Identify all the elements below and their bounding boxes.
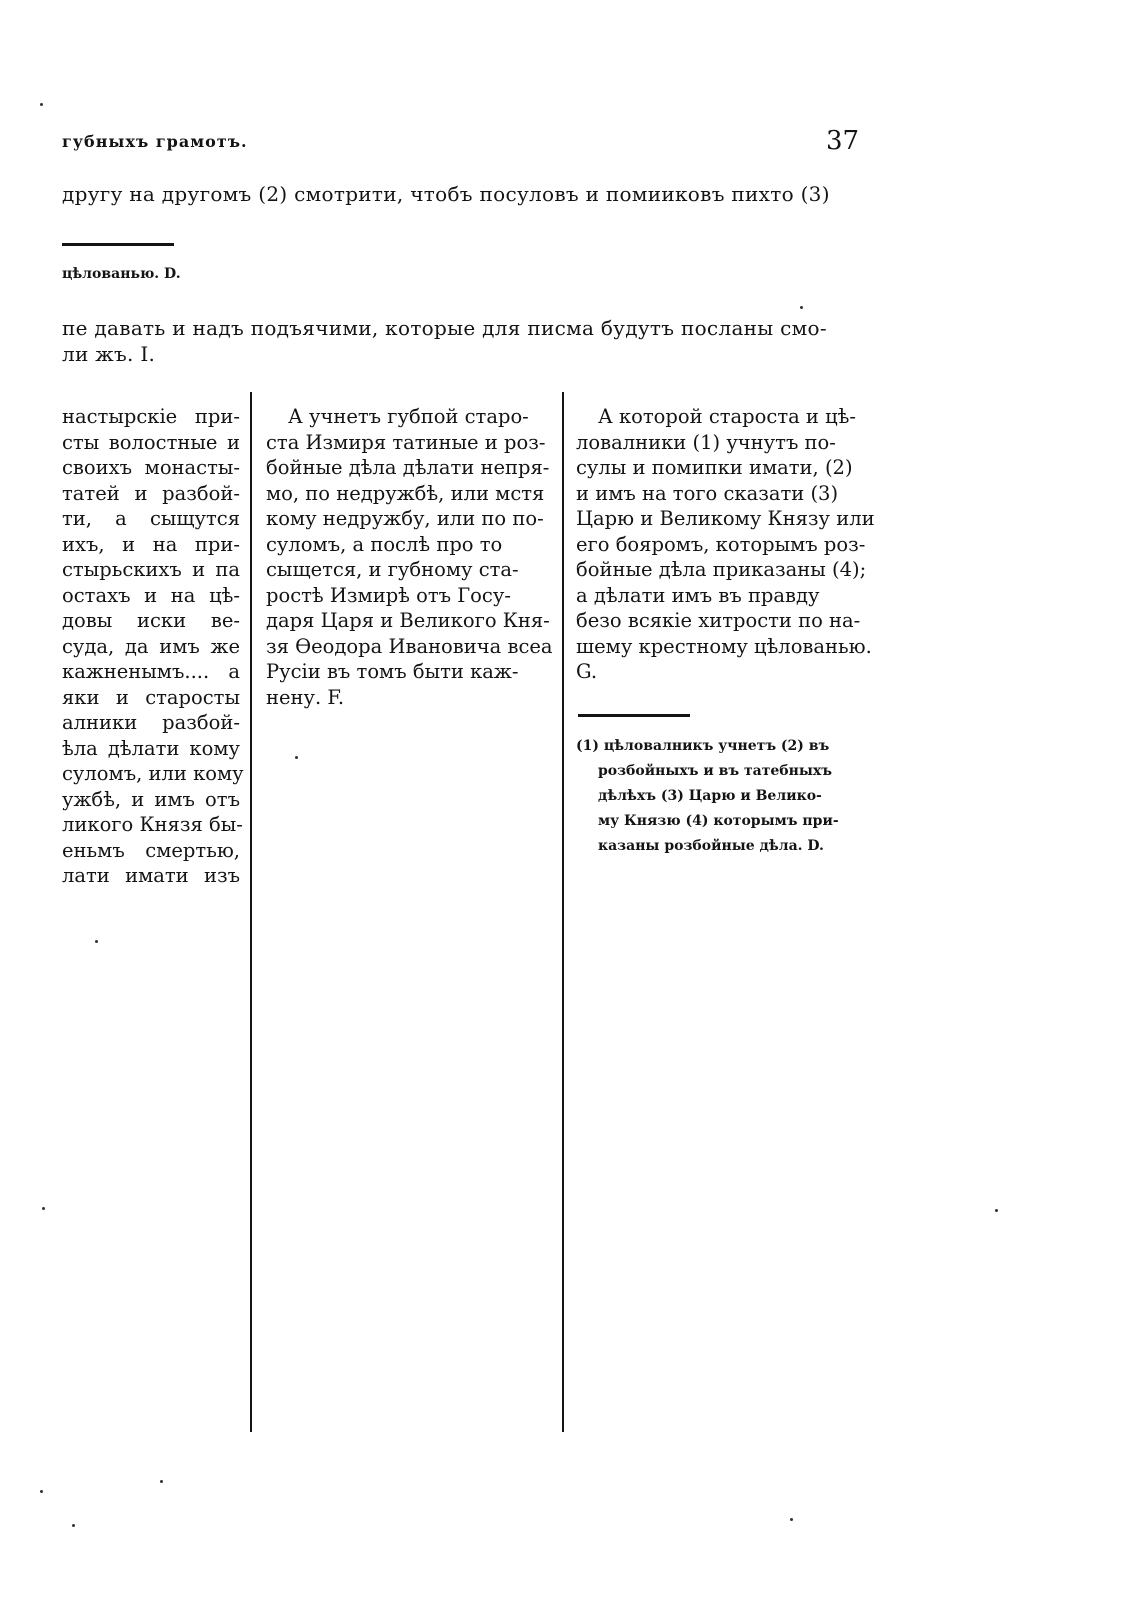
column-left-line: татей и разбой-: [62, 481, 240, 505]
column-divider-right: [562, 392, 564, 1432]
column-right-line: шему крестному цѣлованью.: [576, 634, 872, 658]
scan-speck: [995, 1209, 998, 1212]
page-number: 37: [826, 126, 860, 156]
column-left-line: яки и старосты: [62, 685, 240, 709]
column-middle-line: А учнетъ губпой старо-: [288, 405, 529, 428]
column-left-line: кажненымъ.... а: [62, 660, 240, 683]
scan-speck: [160, 1480, 163, 1483]
column-left-line: ихъ, и на при-: [62, 532, 240, 556]
column-middle-line: суломъ, а послѣ про то: [266, 532, 503, 556]
column-middle-line: нену. F.: [266, 685, 345, 709]
footnote-top: цѣлованью. D.: [62, 266, 181, 282]
column-right-line: его бояромъ, которымъ роз-: [576, 532, 866, 556]
column-left-line: настырскіе при-: [62, 405, 240, 428]
footnote-separator-right: [578, 714, 690, 717]
scan-speck: [72, 1524, 75, 1527]
column-left-line: довы иски ве-: [62, 609, 240, 632]
footnote-line: дѣлѣхъ (3) Царю и Велико-: [598, 788, 822, 804]
continuation-line-1: пе давать и надъ подъячими, которые для писма будутъ посланы смо-: [62, 316, 827, 340]
column-left-line: суда, да имъ же: [62, 634, 240, 658]
column-left-line: остахъ и на цѣ-: [62, 583, 240, 607]
column-right-footnotes: [576, 734, 839, 859]
scan-speck: [295, 756, 298, 759]
column-middle-line: зя Ѳеодора Ивановича всеа: [266, 634, 553, 658]
column-right-line: а дѣлати имъ въ правду: [576, 583, 820, 607]
scan-speck: [42, 1207, 45, 1210]
column-divider-left: [250, 392, 252, 1432]
column-left-line: своихъ монасты-: [62, 456, 240, 479]
column-left-line: ти, а сыщутся: [62, 507, 240, 530]
column-right-line: безо всякіе хитрости по на-: [576, 609, 861, 632]
column-right: [576, 404, 875, 685]
column-middle-line: Русіи въ томъ быти каж-: [266, 660, 519, 683]
top-text-line: другу на другомъ (2) смотрити, чтобъ посуловъ и помииковъ пихто (3): [62, 182, 830, 206]
scan-speck: [800, 306, 803, 309]
column-left-line: еньмъ смертью,: [62, 838, 240, 862]
continuation-line-2: ли жъ. I.: [62, 342, 156, 366]
column-left-line: лати имати изъ: [62, 864, 240, 887]
column-right-line: сулы и помипки имати, (2): [576, 456, 853, 479]
column-right-line: бойные дѣла приказаны (4);: [576, 558, 867, 581]
scan-speck: [790, 1518, 793, 1521]
column-middle-line: ста Измиря татиные и роз-: [266, 430, 546, 454]
column-middle-line: бойные дѣла дѣлати непря-: [266, 456, 550, 479]
column-right-line: и имъ на того сказати (3): [576, 481, 839, 505]
column-middle-line: кому недружбу, или по по-: [266, 507, 544, 530]
column-right-line: G.: [576, 660, 598, 683]
column-left-line: ѣла дѣлати кому: [62, 736, 240, 760]
footnote-line: розбойныхъ и въ татебныхъ: [598, 763, 832, 779]
column-middle-line: сыщется, и губному ста-: [266, 558, 519, 581]
column-middle-line: мо, по недружбѣ, или мстя: [266, 481, 545, 505]
column-right-line: ловалники (1) учнутъ по-: [576, 430, 836, 454]
column-left-line: стырьскихъ и па: [62, 558, 240, 581]
footnote-line: (1) цѣловалникъ учнетъ (2) въ: [576, 738, 830, 754]
scan-speck: [40, 1490, 43, 1493]
scan-speck: [40, 103, 43, 106]
column-right-line: А которой староста и цѣ-: [598, 405, 857, 428]
column-left-line: алники разбой-: [62, 711, 240, 734]
footnote-line: казаны розбойные дѣла. D.: [598, 838, 824, 854]
running-head: губныхъ грамотъ.: [62, 132, 248, 151]
column-middle-line: даря Царя и Великого Кня-: [266, 609, 550, 632]
column-left-line: ужбѣ, и имъ отъ: [62, 787, 240, 811]
column-left-line: суломъ, или кому: [62, 762, 244, 785]
column-left-line: ликого Князя бы-: [62, 813, 243, 836]
footnote-separator-top: [62, 243, 174, 246]
scan-speck: [95, 940, 98, 943]
column-middle-line: ростѣ Измирѣ отъ Госу-: [266, 583, 511, 607]
column-right-line: Царю и Великому Князу или: [576, 507, 875, 530]
column-left-line: сты волостные и: [62, 430, 240, 454]
footnote-line: му Князю (4) которымъ при-: [598, 813, 839, 829]
column-middle: [266, 404, 553, 710]
column-left: [62, 404, 244, 889]
